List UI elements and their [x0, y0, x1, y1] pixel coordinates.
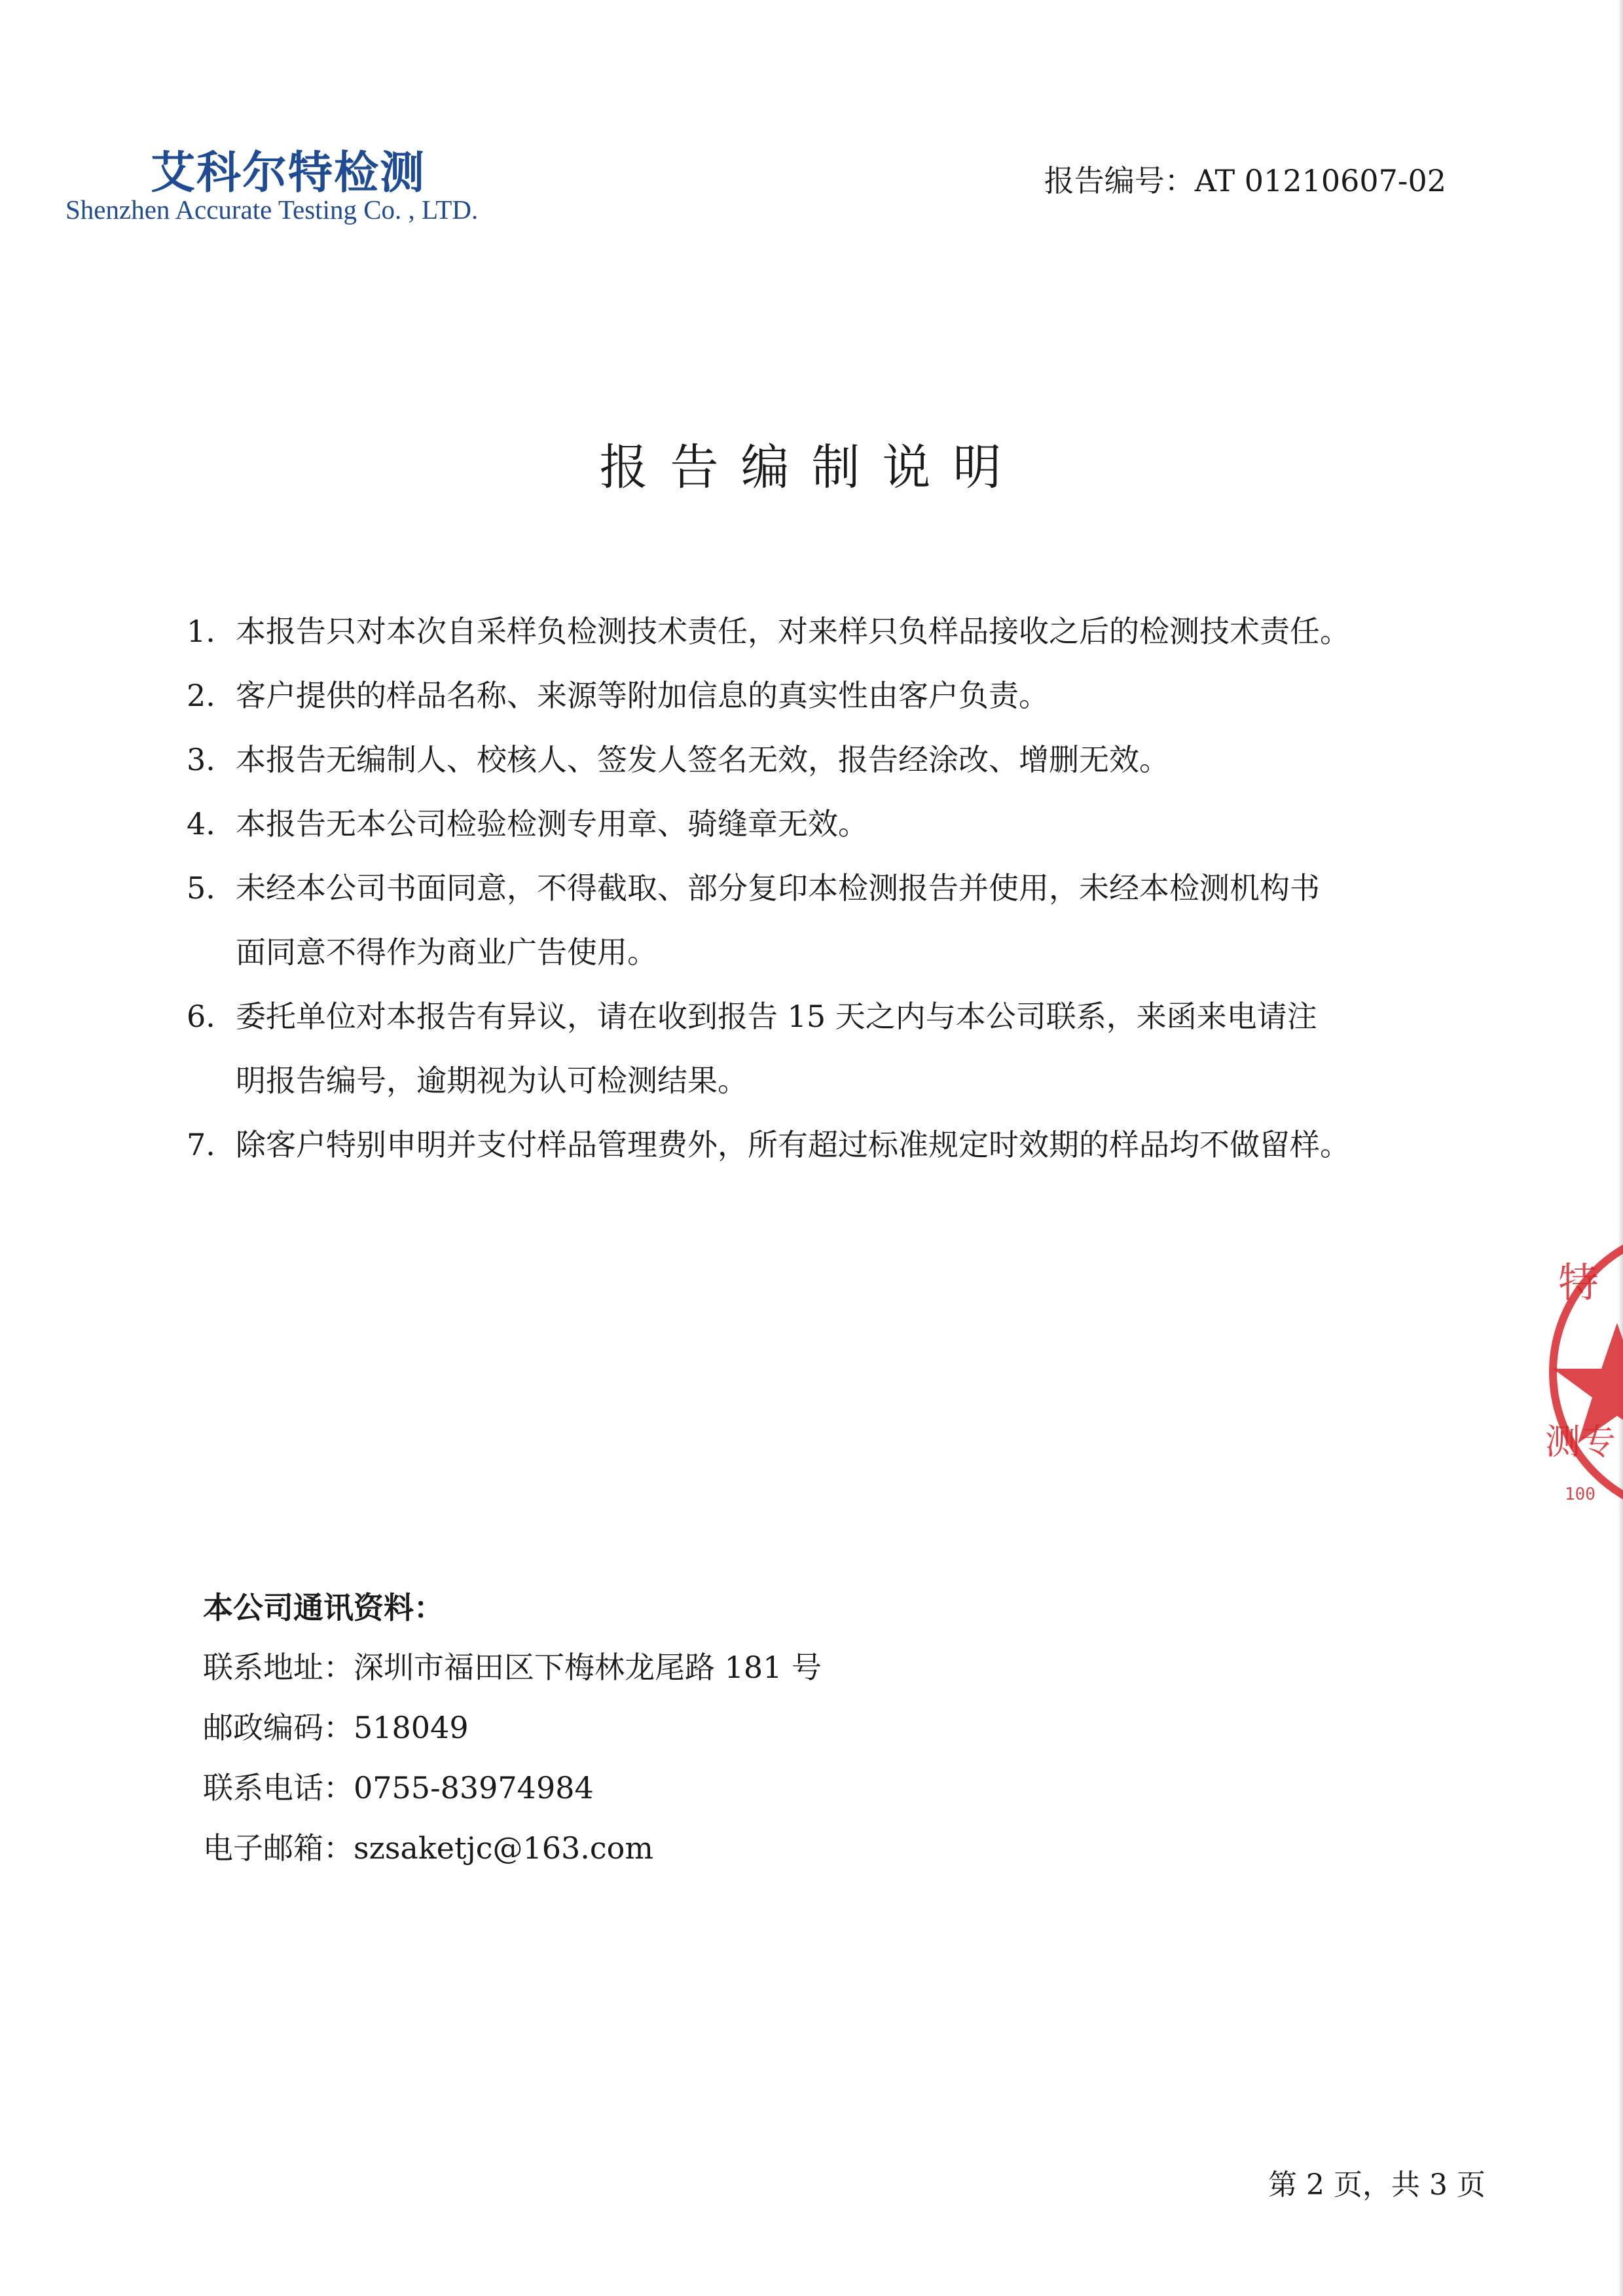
note-text: 本报告无编制人、校核人、签发人签名无效，报告经涂改、增删无效。: [236, 742, 1169, 777]
note-text-continued: 面同意不得作为商业广告使用。: [236, 935, 657, 970]
page-title: 报告编制说明: [599, 439, 1024, 496]
note-text: 未经本公司书面同意，不得截取、部分复印本检测报告并使用，未经本检测机构书: [236, 870, 1320, 906]
contact-email-row: [203, 1818, 1120, 1878]
seal-text-top: 特: [1558, 1259, 1599, 1306]
contact-title: 本公司通讯资料：: [203, 1590, 444, 1625]
contact-address-label: 联系地址：: [203, 1650, 354, 1685]
note-number: 1.: [187, 614, 215, 649]
contact-address: 深圳市福田区下梅林龙尾路 181 号: [354, 1650, 822, 1685]
note-item: [180, 599, 1463, 663]
company-logo: [65, 138, 576, 236]
note-number: 6.: [187, 999, 215, 1034]
contact-phone-row: [203, 1758, 1120, 1818]
contact-address-row: [203, 1637, 1120, 1697]
note-item: [180, 792, 1463, 856]
note-item: [180, 856, 1463, 984]
seal-number: 100: [1565, 1485, 1596, 1504]
contact-phone-label: 联系电话：: [203, 1770, 354, 1805]
scan-edge-shadow: [1618, 0, 1623, 2296]
note-item: [180, 663, 1463, 728]
report-number: [1044, 157, 1446, 200]
contact-email: szsaketjc@163.com: [354, 1830, 653, 1866]
contact-phone: 0755-83974984: [354, 1770, 594, 1805]
report-number-value: AT 01210607-02: [1194, 163, 1446, 198]
contact-postcode-row: [203, 1697, 1120, 1758]
note-text: 委托单位对本报告有异议，请在收到报告 15 天之内与本公司联系，来函来电请注: [236, 999, 1317, 1034]
contact-postcode-label: 邮政编码：: [203, 1710, 354, 1745]
note-number: 3.: [187, 742, 215, 777]
contact-email-label: 电子邮箱：: [203, 1830, 354, 1866]
note-text: 本报告无本公司检验检测专用章、骑缝章无效。: [236, 806, 868, 842]
company-seal-stamp: [1545, 1218, 1623, 1526]
contact-postcode: 518049: [354, 1710, 469, 1745]
contact-info: [203, 1578, 1120, 1878]
page-number: 第 2 页，共 3 页: [1268, 2168, 1486, 2202]
note-number: 4.: [187, 806, 215, 842]
logo-english-name: Shenzhen Accurate Testing Co. , LTD.: [65, 194, 479, 225]
seal-text-middle: 测专: [1545, 1421, 1616, 1462]
note-text: 除客户特别申明并支付样品管理费外，所有超过标准规定时效期的样品均不做留样。: [236, 1127, 1350, 1162]
note-item: [180, 984, 1463, 1113]
note-item: [180, 1113, 1463, 1177]
note-number: 7.: [187, 1127, 215, 1162]
notes-list: [180, 599, 1463, 1177]
note-number: 2.: [187, 678, 215, 713]
note-text: 客户提供的样品名称、来源等附加信息的真实性由客户负责。: [236, 678, 1049, 713]
note-number: 5.: [187, 870, 215, 906]
note-text: 本报告只对本次自采样负检测技术责任，对来样只负样品接收之后的检测技术责任。: [236, 614, 1350, 649]
report-number-label: 报告编号：: [1044, 163, 1195, 198]
seal-graphic: [1545, 1218, 1623, 1526]
note-item: [180, 728, 1463, 792]
note-text-continued: 明报告编号，逾期视为认可检测结果。: [236, 1063, 748, 1098]
logo-chinese-name: 艾科尔特检测: [151, 147, 426, 199]
